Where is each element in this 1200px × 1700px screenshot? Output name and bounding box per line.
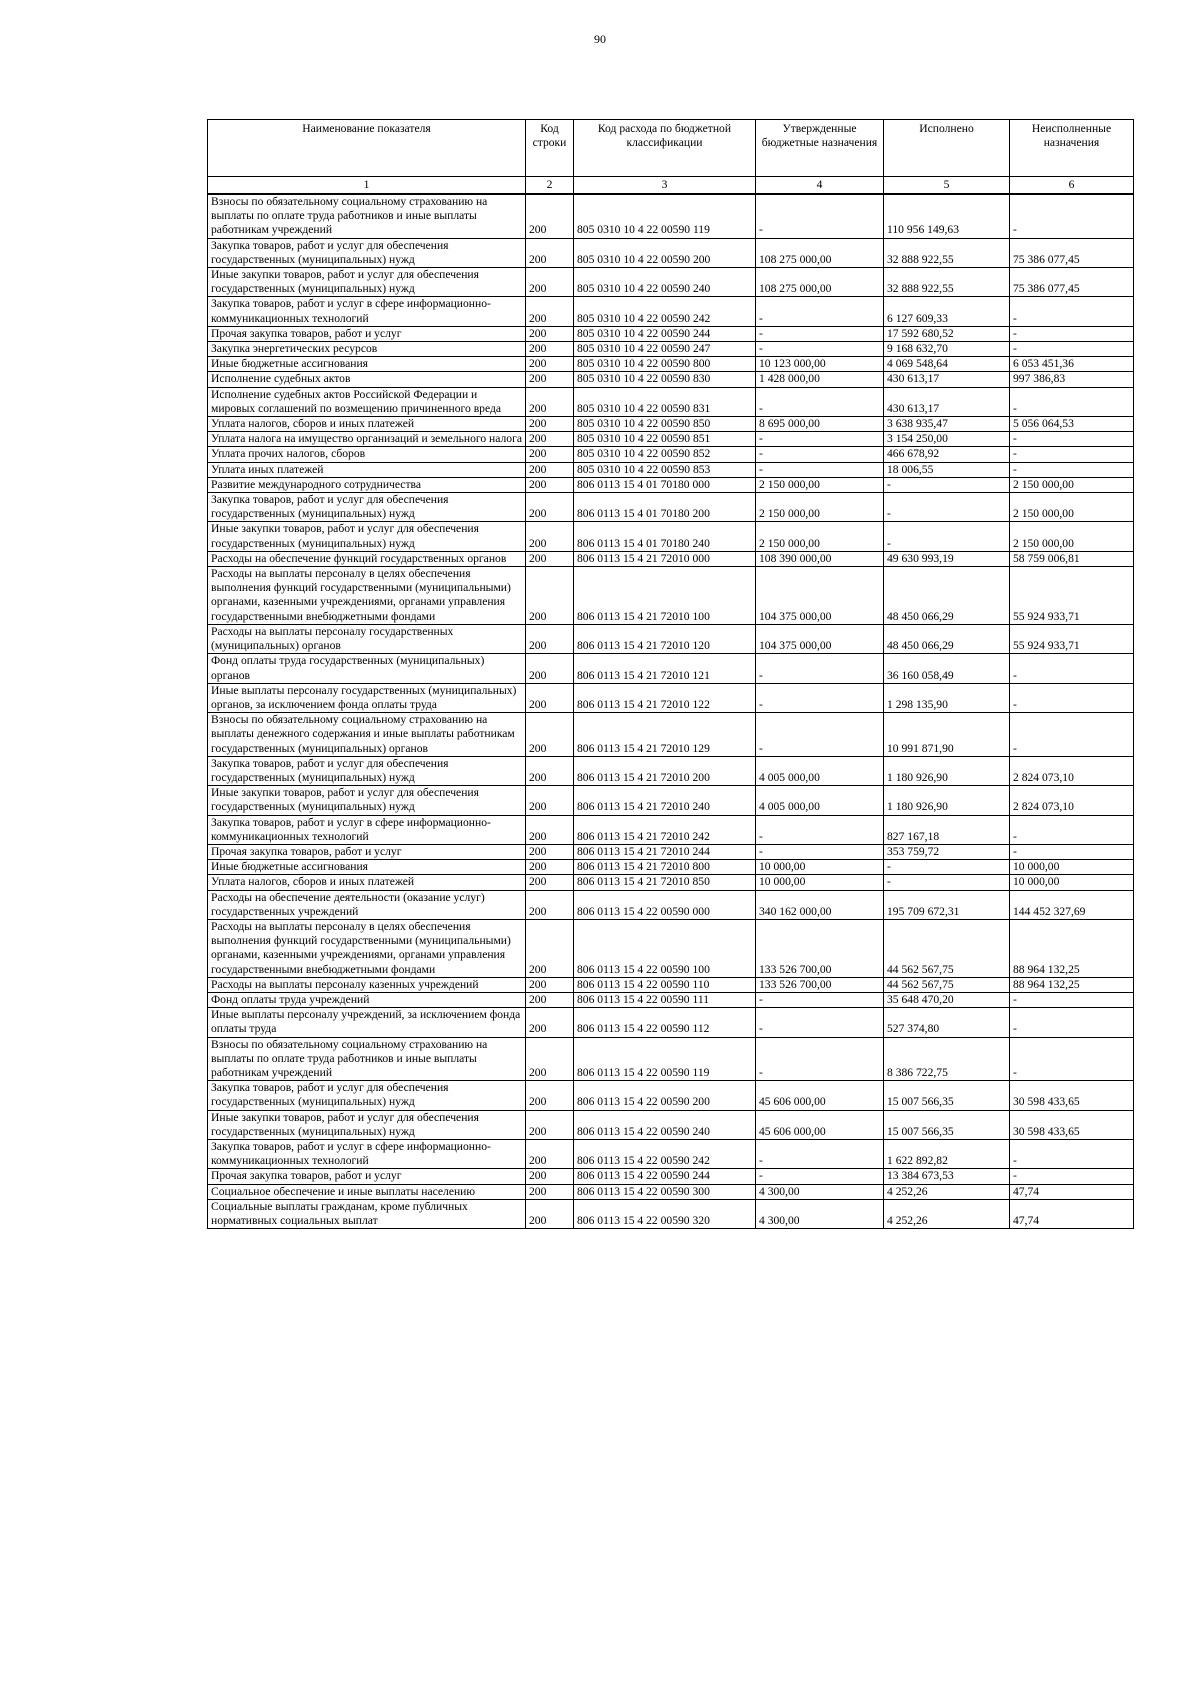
table-row: [208, 624, 1134, 653]
row-approved-amount: 2 150 000,00: [756, 477, 884, 492]
row-code: 200: [526, 342, 574, 357]
row-code: 200: [526, 297, 574, 326]
row-classification-code: 806 0113 15 4 21 72010 200: [574, 756, 756, 785]
row-unexecuted-amount: -: [1010, 992, 1134, 1007]
table-row: [208, 432, 1134, 447]
row-code: 200: [526, 194, 574, 238]
row-indicator-name: Иные закупки товаров, работ и услуг для обеспечения государственных (муниципальных) нужд: [208, 268, 526, 297]
row-classification-code: 806 0113 15 4 22 00590 240: [574, 1110, 756, 1139]
table-row: [208, 683, 1134, 712]
row-indicator-name: Иные закупки товаров, работ и услуг для обеспечения государственных (муниципальных) нужд: [208, 1110, 526, 1139]
row-classification-code: 806 0113 15 4 22 00590 300: [574, 1184, 756, 1199]
table-row: [208, 417, 1134, 432]
row-approved-amount: -: [756, 297, 884, 326]
row-code: 200: [526, 387, 574, 416]
row-code: 200: [526, 432, 574, 447]
row-executed-amount: 110 956 149,63: [884, 194, 1010, 238]
row-executed-amount: 827 167,18: [884, 815, 1010, 844]
row-classification-code: 806 0113 15 4 21 72010 242: [574, 815, 756, 844]
row-indicator-name: Прочая закупка товаров, работ и услуг: [208, 326, 526, 341]
row-indicator-name: Социальное обеспечение и иные выплаты населению: [208, 1184, 526, 1199]
row-code: 200: [526, 1140, 574, 1169]
row-classification-code: 806 0113 15 4 22 00590 320: [574, 1199, 756, 1228]
row-approved-amount: 340 162 000,00: [756, 890, 884, 919]
row-unexecuted-amount: 5 056 064,53: [1010, 417, 1134, 432]
row-approved-amount: 10 000,00: [756, 860, 884, 875]
row-classification-code: 805 0310 10 4 22 00590 247: [574, 342, 756, 357]
row-indicator-name: Иные закупки товаров, работ и услуг для обеспечения государственных (муниципальных) нужд: [208, 786, 526, 815]
row-code: 200: [526, 919, 574, 977]
table-row: [208, 522, 1134, 551]
row-executed-amount: 6 127 609,33: [884, 297, 1010, 326]
row-executed-amount: 32 888 922,55: [884, 268, 1010, 297]
row-classification-code: 806 0113 15 4 01 70180 200: [574, 493, 756, 522]
row-indicator-name: Расходы на выплаты персоналу в целях обеспечения выполнения функций государственными (муниципальными) органами, казенными учреждениями, органами управления государственными внебюджетными фондами: [208, 567, 526, 625]
row-approved-amount: -: [756, 992, 884, 1007]
row-executed-amount: 430 613,17: [884, 372, 1010, 387]
row-indicator-name: Расходы на выплаты персоналу казенных учреждений: [208, 977, 526, 992]
row-classification-code: 805 0310 10 4 22 00590 240: [574, 268, 756, 297]
row-unexecuted-amount: 2 150 000,00: [1010, 493, 1134, 522]
row-code: 200: [526, 372, 574, 387]
row-classification-code: 805 0310 10 4 22 00590 119: [574, 194, 756, 238]
header-row-code: Код строки: [526, 120, 574, 177]
row-indicator-name: Закупка товаров, работ и услуг для обеспечения государственных (муниципальных) нужд: [208, 238, 526, 267]
row-approved-amount: 108 390 000,00: [756, 551, 884, 566]
row-classification-code: 805 0310 10 4 22 00590 200: [574, 238, 756, 267]
row-executed-amount: 527 374,80: [884, 1008, 1010, 1037]
row-unexecuted-amount: 47,74: [1010, 1184, 1134, 1199]
table-row: [208, 462, 1134, 477]
row-classification-code: 805 0310 10 4 22 00590 831: [574, 387, 756, 416]
row-indicator-name: Закупка товаров, работ и услуг в сфере информационно-коммуникационных технологий: [208, 815, 526, 844]
row-classification-code: 805 0310 10 4 22 00590 853: [574, 462, 756, 477]
row-code: 200: [526, 1184, 574, 1199]
row-code: 200: [526, 756, 574, 785]
row-executed-amount: 1 622 892,82: [884, 1140, 1010, 1169]
row-approved-amount: 108 275 000,00: [756, 268, 884, 297]
row-indicator-name: Уплата налогов, сборов и иных платежей: [208, 875, 526, 890]
table-row: [208, 992, 1134, 1007]
table-row: [208, 194, 1134, 238]
row-indicator-name: Исполнение судебных актов: [208, 372, 526, 387]
row-unexecuted-amount: -: [1010, 1008, 1134, 1037]
row-approved-amount: -: [756, 342, 884, 357]
row-indicator-name: Прочая закупка товаров, работ и услуг: [208, 844, 526, 859]
row-code: 200: [526, 992, 574, 1007]
row-indicator-name: Иные выплаты персоналу учреждений, за исключением фонда оплаты труда: [208, 1008, 526, 1037]
row-executed-amount: 35 648 470,20: [884, 992, 1010, 1007]
row-code: 200: [526, 268, 574, 297]
row-executed-amount: 4 069 548,64: [884, 357, 1010, 372]
header-executed: Исполнено: [884, 120, 1010, 177]
row-unexecuted-amount: 88 964 132,25: [1010, 977, 1134, 992]
table-header-row: [208, 120, 1134, 177]
row-indicator-name: Закупка товаров, работ и услуг для обеспечения государственных (муниципальных) нужд: [208, 756, 526, 785]
row-unexecuted-amount: 75 386 077,45: [1010, 238, 1134, 267]
row-executed-amount: 9 168 632,70: [884, 342, 1010, 357]
row-executed-amount: 48 450 066,29: [884, 624, 1010, 653]
row-indicator-name: Уплата налогов, сборов и иных платежей: [208, 417, 526, 432]
row-executed-amount: 17 592 680,52: [884, 326, 1010, 341]
row-unexecuted-amount: 10 000,00: [1010, 860, 1134, 875]
row-indicator-name: Исполнение судебных актов Российской Федерации и мировых соглашений по возмещению причиненного вреда: [208, 387, 526, 416]
row-unexecuted-amount: 58 759 006,81: [1010, 551, 1134, 566]
row-classification-code: 806 0113 15 4 21 72010 800: [574, 860, 756, 875]
table-row: [208, 654, 1134, 683]
row-approved-amount: 1 428 000,00: [756, 372, 884, 387]
row-executed-amount: 3 638 935,47: [884, 417, 1010, 432]
row-unexecuted-amount: -: [1010, 844, 1134, 859]
row-indicator-name: Социальные выплаты гражданам, кроме публичных нормативных социальных выплат: [208, 1199, 526, 1228]
table-row: [208, 844, 1134, 859]
table-row: [208, 372, 1134, 387]
row-approved-amount: -: [756, 387, 884, 416]
row-approved-amount: -: [756, 447, 884, 462]
row-indicator-name: Расходы на обеспечение деятельности (оказание услуг) государственных учреждений: [208, 890, 526, 919]
row-approved-amount: -: [756, 1037, 884, 1081]
row-code: 200: [526, 624, 574, 653]
table-row: [208, 919, 1134, 977]
row-indicator-name: Прочая закупка товаров, работ и услуг: [208, 1169, 526, 1184]
row-approved-amount: 10 000,00: [756, 875, 884, 890]
row-classification-code: 806 0113 15 4 21 72010 850: [574, 875, 756, 890]
row-approved-amount: -: [756, 432, 884, 447]
row-classification-code: 806 0113 15 4 22 00590 000: [574, 890, 756, 919]
table-row: [208, 977, 1134, 992]
row-indicator-name: Иные бюджетные ассигнования: [208, 860, 526, 875]
row-approved-amount: -: [756, 462, 884, 477]
row-indicator-name: Закупка энергетических ресурсов: [208, 342, 526, 357]
column-number: 4: [756, 177, 884, 195]
row-approved-amount: 108 275 000,00: [756, 238, 884, 267]
row-code: 200: [526, 567, 574, 625]
column-number: 5: [884, 177, 1010, 195]
row-approved-amount: -: [756, 194, 884, 238]
row-classification-code: 806 0113 15 4 21 72010 244: [574, 844, 756, 859]
row-indicator-name: Расходы на обеспечение функций государственных органов: [208, 551, 526, 566]
row-indicator-name: Закупка товаров, работ и услуг в сфере информационно-коммуникационных технологий: [208, 297, 526, 326]
table-row: [208, 447, 1134, 462]
row-classification-code: 805 0310 10 4 22 00590 830: [574, 372, 756, 387]
table-row: [208, 1037, 1134, 1081]
row-executed-amount: 32 888 922,55: [884, 238, 1010, 267]
row-unexecuted-amount: -: [1010, 815, 1134, 844]
table-row: [208, 1110, 1134, 1139]
row-approved-amount: 45 606 000,00: [756, 1081, 884, 1110]
row-code: 200: [526, 1169, 574, 1184]
row-indicator-name: Развитие международного сотрудничества: [208, 477, 526, 492]
row-unexecuted-amount: 144 452 327,69: [1010, 890, 1134, 919]
row-code: 200: [526, 875, 574, 890]
row-unexecuted-amount: -: [1010, 462, 1134, 477]
table-row: [208, 551, 1134, 566]
row-code: 200: [526, 417, 574, 432]
row-code: 200: [526, 890, 574, 919]
row-executed-amount: -: [884, 493, 1010, 522]
row-classification-code: 806 0113 15 4 22 00590 200: [574, 1081, 756, 1110]
row-unexecuted-amount: -: [1010, 342, 1134, 357]
row-classification-code: 806 0113 15 4 21 72010 240: [574, 786, 756, 815]
row-indicator-name: Уплата прочих налогов, сборов: [208, 447, 526, 462]
column-number: 1: [208, 177, 526, 195]
row-unexecuted-amount: 6 053 451,36: [1010, 357, 1134, 372]
row-code: 200: [526, 447, 574, 462]
row-code: 200: [526, 844, 574, 859]
row-unexecuted-amount: 47,74: [1010, 1199, 1134, 1228]
row-code: 200: [526, 493, 574, 522]
table-row: [208, 268, 1134, 297]
row-approved-amount: 133 526 700,00: [756, 977, 884, 992]
table-row: [208, 326, 1134, 341]
table-row: [208, 713, 1134, 757]
table-row: [208, 890, 1134, 919]
row-classification-code: 806 0113 15 4 21 72010 129: [574, 713, 756, 757]
header-unexecuted: Неисполненные назначения: [1010, 120, 1134, 177]
row-code: 200: [526, 860, 574, 875]
row-classification-code: 805 0310 10 4 22 00590 852: [574, 447, 756, 462]
table-row: [208, 860, 1134, 875]
table-row: [208, 342, 1134, 357]
column-number: 2: [526, 177, 574, 195]
row-unexecuted-amount: -: [1010, 654, 1134, 683]
row-executed-amount: 3 154 250,00: [884, 432, 1010, 447]
table-row: [208, 786, 1134, 815]
row-indicator-name: Расходы на выплаты персоналу в целях обеспечения выполнения функций государственными (муниципальными) органами, казенными учреждениями, органами управления государственными внебюджетными фондами: [208, 919, 526, 977]
column-number: 3: [574, 177, 756, 195]
row-classification-code: 806 0113 15 4 21 72010 000: [574, 551, 756, 566]
row-classification-code: 806 0113 15 4 21 72010 121: [574, 654, 756, 683]
row-approved-amount: 104 375 000,00: [756, 567, 884, 625]
table-row: [208, 1008, 1134, 1037]
row-code: 200: [526, 326, 574, 341]
row-indicator-name: Фонд оплаты труда учреждений: [208, 992, 526, 1007]
row-unexecuted-amount: -: [1010, 447, 1134, 462]
row-unexecuted-amount: 2 824 073,10: [1010, 756, 1134, 785]
row-approved-amount: -: [756, 1169, 884, 1184]
page-number: 90: [594, 32, 606, 46]
row-indicator-name: Закупка товаров, работ и услуг для обеспечения государственных (муниципальных) нужд: [208, 493, 526, 522]
table-row: [208, 1169, 1134, 1184]
row-code: 200: [526, 522, 574, 551]
header-approved: Утвержденные бюджетные назначения: [756, 120, 884, 177]
row-indicator-name: Уплата иных платежей: [208, 462, 526, 477]
table-row: [208, 1184, 1134, 1199]
row-code: 200: [526, 654, 574, 683]
row-unexecuted-amount: 88 964 132,25: [1010, 919, 1134, 977]
row-classification-code: 805 0310 10 4 22 00590 242: [574, 297, 756, 326]
table-row: [208, 493, 1134, 522]
row-unexecuted-amount: 2 824 073,10: [1010, 786, 1134, 815]
row-indicator-name: Взносы по обязательному социальному страхованию на выплаты по оплате труда работников и иные выплаты работникам учреждений: [208, 1037, 526, 1081]
row-code: 200: [526, 683, 574, 712]
row-executed-amount: 4 252,26: [884, 1199, 1010, 1228]
row-executed-amount: -: [884, 875, 1010, 890]
row-code: 200: [526, 713, 574, 757]
table-row: [208, 1199, 1134, 1228]
row-executed-amount: 1 180 926,90: [884, 786, 1010, 815]
column-number-row: [208, 177, 1134, 195]
row-unexecuted-amount: 2 150 000,00: [1010, 522, 1134, 551]
row-unexecuted-amount: 30 598 433,65: [1010, 1110, 1134, 1139]
table-row: [208, 357, 1134, 372]
row-classification-code: 806 0113 15 4 21 72010 122: [574, 683, 756, 712]
row-indicator-name: Фонд оплаты труда государственных (муниципальных) органов: [208, 654, 526, 683]
row-executed-amount: 18 006,55: [884, 462, 1010, 477]
row-indicator-name: Взносы по обязательному социальному страхованию на выплаты по оплате труда работников и иные выплаты работникам учреждений: [208, 194, 526, 238]
row-classification-code: 805 0310 10 4 22 00590 850: [574, 417, 756, 432]
row-executed-amount: 15 007 566,35: [884, 1110, 1010, 1139]
row-unexecuted-amount: 55 924 933,71: [1010, 624, 1134, 653]
row-unexecuted-amount: 10 000,00: [1010, 875, 1134, 890]
row-code: 200: [526, 1081, 574, 1110]
row-unexecuted-amount: -: [1010, 194, 1134, 238]
row-approved-amount: -: [756, 844, 884, 859]
budget-execution-table: [207, 119, 1134, 1229]
row-executed-amount: 48 450 066,29: [884, 567, 1010, 625]
row-code: 200: [526, 815, 574, 844]
row-executed-amount: 430 613,17: [884, 387, 1010, 416]
table-body: [208, 194, 1134, 1229]
row-approved-amount: 10 123 000,00: [756, 357, 884, 372]
row-executed-amount: 44 562 567,75: [884, 919, 1010, 977]
table-row: [208, 1081, 1134, 1110]
row-approved-amount: -: [756, 326, 884, 341]
row-classification-code: 806 0113 15 4 21 72010 100: [574, 567, 756, 625]
row-unexecuted-amount: -: [1010, 1037, 1134, 1081]
row-unexecuted-amount: -: [1010, 326, 1134, 341]
row-unexecuted-amount: -: [1010, 1169, 1134, 1184]
row-approved-amount: -: [756, 713, 884, 757]
row-approved-amount: 4 005 000,00: [756, 786, 884, 815]
table-row: [208, 875, 1134, 890]
row-approved-amount: -: [756, 1140, 884, 1169]
row-indicator-name: Иные бюджетные ассигнования: [208, 357, 526, 372]
table-row: [208, 238, 1134, 267]
row-indicator-name: Иные закупки товаров, работ и услуг для обеспечения государственных (муниципальных) нужд: [208, 522, 526, 551]
row-classification-code: 806 0113 15 4 01 70180 240: [574, 522, 756, 551]
header-classification-code: Код расхода по бюджетной классификации: [574, 120, 756, 177]
row-code: 200: [526, 786, 574, 815]
row-code: 200: [526, 1037, 574, 1081]
table-row: [208, 756, 1134, 785]
row-unexecuted-amount: 75 386 077,45: [1010, 268, 1134, 297]
row-approved-amount: -: [756, 683, 884, 712]
row-executed-amount: 13 384 673,53: [884, 1169, 1010, 1184]
row-executed-amount: 466 678,92: [884, 447, 1010, 462]
row-approved-amount: 2 150 000,00: [756, 522, 884, 551]
row-executed-amount: 8 386 722,75: [884, 1037, 1010, 1081]
row-indicator-name: Расходы на выплаты персоналу государственных (муниципальных) органов: [208, 624, 526, 653]
row-code: 200: [526, 551, 574, 566]
row-classification-code: 805 0310 10 4 22 00590 851: [574, 432, 756, 447]
row-executed-amount: 36 160 058,49: [884, 654, 1010, 683]
row-classification-code: 805 0310 10 4 22 00590 244: [574, 326, 756, 341]
table-row: [208, 567, 1134, 625]
row-executed-amount: 49 630 993,19: [884, 551, 1010, 566]
row-unexecuted-amount: -: [1010, 1140, 1134, 1169]
row-approved-amount: -: [756, 815, 884, 844]
row-classification-code: 806 0113 15 4 01 70180 000: [574, 477, 756, 492]
row-unexecuted-amount: -: [1010, 297, 1134, 326]
row-unexecuted-amount: -: [1010, 713, 1134, 757]
row-classification-code: 806 0113 15 4 22 00590 244: [574, 1169, 756, 1184]
row-indicator-name: Взносы по обязательному социальному страхованию на выплаты денежного содержания и иные выплаты работникам государственных (муниципальных) органов: [208, 713, 526, 757]
row-classification-code: 806 0113 15 4 22 00590 111: [574, 992, 756, 1007]
row-classification-code: 806 0113 15 4 22 00590 112: [574, 1008, 756, 1037]
row-classification-code: 805 0310 10 4 22 00590 800: [574, 357, 756, 372]
row-unexecuted-amount: 2 150 000,00: [1010, 477, 1134, 492]
row-approved-amount: 8 695 000,00: [756, 417, 884, 432]
row-classification-code: 806 0113 15 4 22 00590 100: [574, 919, 756, 977]
row-unexecuted-amount: -: [1010, 683, 1134, 712]
row-approved-amount: -: [756, 1008, 884, 1037]
row-executed-amount: 353 759,72: [884, 844, 1010, 859]
row-executed-amount: -: [884, 477, 1010, 492]
row-code: 200: [526, 357, 574, 372]
row-unexecuted-amount: -: [1010, 432, 1134, 447]
column-number: 6: [1010, 177, 1134, 195]
row-indicator-name: Уплата налога на имущество организаций и земельного налога: [208, 432, 526, 447]
table-row: [208, 815, 1134, 844]
row-executed-amount: 195 709 672,31: [884, 890, 1010, 919]
row-classification-code: 806 0113 15 4 22 00590 119: [574, 1037, 756, 1081]
row-executed-amount: 15 007 566,35: [884, 1081, 1010, 1110]
row-code: 200: [526, 462, 574, 477]
row-executed-amount: -: [884, 522, 1010, 551]
row-classification-code: 806 0113 15 4 22 00590 110: [574, 977, 756, 992]
row-code: 200: [526, 1110, 574, 1139]
header-indicator-name: Наименование показателя: [208, 120, 526, 177]
row-indicator-name: Закупка товаров, работ и услуг для обеспечения государственных (муниципальных) нужд: [208, 1081, 526, 1110]
row-code: 200: [526, 1199, 574, 1228]
row-code: 200: [526, 477, 574, 492]
row-approved-amount: 133 526 700,00: [756, 919, 884, 977]
row-executed-amount: -: [884, 860, 1010, 875]
row-executed-amount: 10 991 871,90: [884, 713, 1010, 757]
row-approved-amount: 4 005 000,00: [756, 756, 884, 785]
row-approved-amount: 45 606 000,00: [756, 1110, 884, 1139]
row-unexecuted-amount: 997 386,83: [1010, 372, 1134, 387]
row-indicator-name: Иные выплаты персоналу государственных (муниципальных) органов, за исключением фонда оплаты труда: [208, 683, 526, 712]
row-classification-code: 806 0113 15 4 21 72010 120: [574, 624, 756, 653]
row-executed-amount: 4 252,26: [884, 1184, 1010, 1199]
row-indicator-name: Закупка товаров, работ и услуг в сфере информационно-коммуникационных технологий: [208, 1140, 526, 1169]
row-unexecuted-amount: 55 924 933,71: [1010, 567, 1134, 625]
row-executed-amount: 1 180 926,90: [884, 756, 1010, 785]
row-executed-amount: 44 562 567,75: [884, 977, 1010, 992]
row-approved-amount: 4 300,00: [756, 1199, 884, 1228]
row-code: 200: [526, 238, 574, 267]
table-row: [208, 1140, 1134, 1169]
row-classification-code: 806 0113 15 4 22 00590 242: [574, 1140, 756, 1169]
row-approved-amount: 4 300,00: [756, 1184, 884, 1199]
table-row: [208, 387, 1134, 416]
table-row: [208, 477, 1134, 492]
row-code: 200: [526, 1008, 574, 1037]
row-code: 200: [526, 977, 574, 992]
row-approved-amount: 104 375 000,00: [756, 624, 884, 653]
row-approved-amount: 2 150 000,00: [756, 493, 884, 522]
row-unexecuted-amount: 30 598 433,65: [1010, 1081, 1134, 1110]
row-approved-amount: -: [756, 654, 884, 683]
table-row: [208, 297, 1134, 326]
row-unexecuted-amount: -: [1010, 387, 1134, 416]
row-executed-amount: 1 298 135,90: [884, 683, 1010, 712]
